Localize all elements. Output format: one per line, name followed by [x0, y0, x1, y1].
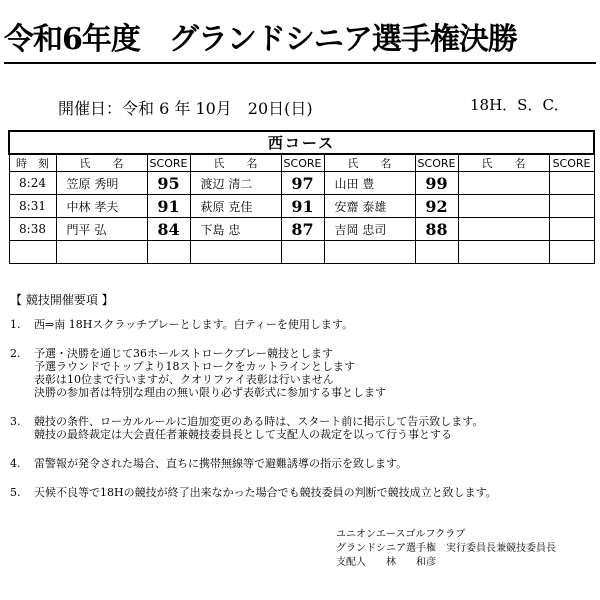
item-text: 雷警報が発令された場合、直ちに携帯無線等で避難誘導の指示を致します。 [34, 457, 408, 470]
item-number: 3. [10, 415, 21, 428]
player-name [458, 218, 549, 241]
event-date: 開催日：令和 6 年 10月 20日(日) [58, 99, 313, 118]
tee-time: 8:38 [9, 218, 56, 241]
player-score [147, 241, 190, 264]
player-name: 山田 豊 [324, 172, 415, 195]
item-number: 2. [10, 347, 21, 360]
player-name: 笠原 秀明 [56, 172, 147, 195]
header-name: 氏 名 [324, 154, 415, 172]
tee-time [9, 241, 56, 264]
player-name: 門平 弘 [56, 218, 147, 241]
player-score [549, 241, 594, 264]
header-score: SCORE [549, 154, 594, 172]
score-table [8, 130, 595, 264]
header-name: 氏 名 [190, 154, 281, 172]
course-title: 西コース [9, 131, 594, 154]
player-name: 渡辺 清二 [190, 172, 281, 195]
list-item [10, 318, 595, 331]
player-score: 99 [415, 172, 458, 195]
player-score [549, 172, 594, 195]
player-score [549, 195, 594, 218]
item-text: 予選・決勝を通じて36ホールストロークプレー競技とします [34, 347, 334, 360]
tee-time: 8:31 [9, 195, 56, 218]
player-name: 萩原 克佳 [190, 195, 281, 218]
player-name [458, 195, 549, 218]
player-score: 84 [147, 218, 190, 241]
list-item [10, 486, 595, 499]
item-text: 決勝の参加者は特別な理由の無い限り必ず表彰式に参加する事とします [34, 386, 386, 399]
requirements-title: 【 競技開催要項 】 [10, 293, 114, 307]
player-name: 安齋 泰雄 [324, 195, 415, 218]
player-score: 95 [147, 172, 190, 195]
item-number: 1. [10, 318, 21, 331]
player-name [458, 172, 549, 195]
table-row [9, 195, 594, 218]
club-label: 18H．S．C． [470, 96, 569, 114]
player-score: 87 [281, 218, 324, 241]
requirements-list [10, 318, 595, 515]
player-name: 下島 忠 [190, 218, 281, 241]
table-row [9, 241, 594, 264]
table-row [9, 218, 594, 241]
item-number: 4. [10, 457, 21, 470]
header-score: SCORE [415, 154, 458, 172]
player-name: 中林 孝夫 [56, 195, 147, 218]
player-score: 91 [147, 195, 190, 218]
player-score [549, 218, 594, 241]
player-name: 吉岡 忠司 [324, 218, 415, 241]
player-name [458, 241, 549, 264]
item-number: 5. [10, 486, 21, 499]
item-text: 西⇒南 18Hスクラッチプレーとします。白ティーを使用します。 [34, 318, 354, 331]
title-underline [4, 62, 596, 64]
item-text: 天候不良等で18Hの競技が終了出来なかった場合でも競技委員の判断で競技成立と致します。 [34, 486, 497, 499]
item-text: 競技の最終裁定は大会責任者兼競技委員長として支配人の裁定を以って行う事とする [34, 428, 452, 441]
header-score: SCORE [147, 154, 190, 172]
player-score [281, 241, 324, 264]
player-score: 88 [415, 218, 458, 241]
header-name: 氏 名 [56, 154, 147, 172]
list-item [10, 457, 595, 470]
player-name [190, 241, 281, 264]
player-score: 92 [415, 195, 458, 218]
header-row [9, 154, 594, 172]
signature-manager: 支配人 林 和彦 [336, 557, 436, 568]
player-name [324, 241, 415, 264]
page-title: 令和6年度 グランドシニア選手権決勝 [4, 22, 517, 57]
item-text: 競技の条件、ローカルルールに追加変更のある時は、スタート前に掲示して告示致します。 [34, 415, 484, 428]
item-text: 表彰は10位まで行いますが、クオリファイ表彰は行いません [34, 373, 334, 386]
list-item [10, 415, 595, 441]
player-name [56, 241, 147, 264]
header-score: SCORE [281, 154, 324, 172]
tee-time: 8:24 [9, 172, 56, 195]
table-row [9, 172, 594, 195]
player-score [415, 241, 458, 264]
list-item [10, 347, 595, 399]
header-time: 時 刻 [9, 154, 56, 172]
player-score: 97 [281, 172, 324, 195]
signature-block [336, 528, 556, 570]
player-score: 91 [281, 195, 324, 218]
signature-committee: グランドシニア選手権 実行委員長兼競技委員長 [336, 543, 556, 554]
signature-club: ユニオンエースゴルフクラブ [336, 529, 466, 540]
item-text: 予選ラウンドでトップより18ストロークをカットラインとします [34, 360, 356, 373]
header-name: 氏 名 [458, 154, 549, 172]
